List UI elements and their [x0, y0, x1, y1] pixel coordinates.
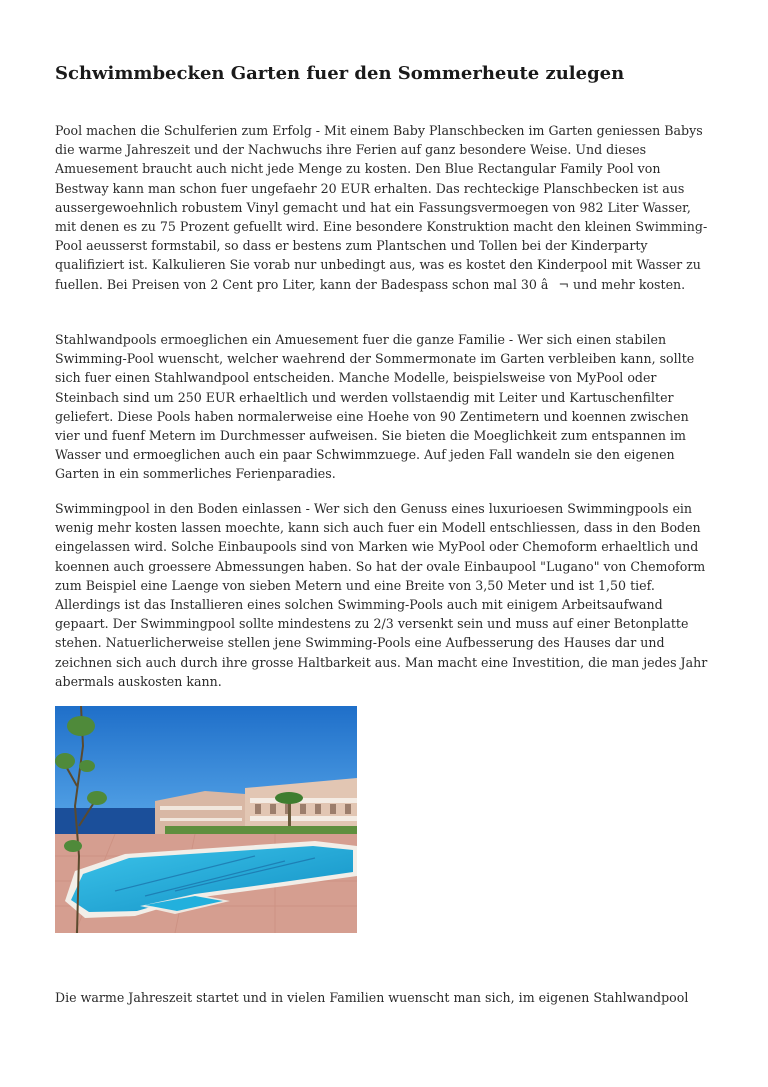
- paragraph-closing: Die warme Jahreszeit startet und in vielen Familien wuenscht man sich, im eigenen Stahlwandpool: [55, 990, 689, 1005]
- document-title: Schwimmbecken Garten fuer den Sommerheute zulegen: [55, 63, 625, 84]
- paragraph-baby-pools: Pool machen die Schulferien zum Erfolg - Mit einem Baby Planschbecken im Garten geniessen Babys die warme Jahreszeit und der Nachwuchs ihre Ferien auf ganz besondere Weise. Und dieses Amuesement braucht auch nicht jede Menge zu kosten. Den Blue Rectangular Family Pool von Bestway kann man schon fuer ungefaehr 20 EUR erhalten. Das rechteckige Planschbecken ist aus aussergewoehnlich robustem Vinyl gemacht und hat ein Fassungsvermoegen von 982 Liter Wasser, mit denen es zu 75 Prozent gefuellt wird. Eine besondere Konstruktion macht den kleinen Swimming-Pool aeusserst formstabil, so dass er bestens zum Plantschen und Tollen bei der Kinderparty qualifiziert ist. Kalkulieren Sie vorab nur unbedingt aus, was es kostet den Kinderpool mit Wasser zu fuellen. Bei Preisen von 2 Cent pro Liter, kann der Badespass schon mal 30 â¬ und mehr kosten.: [55, 123, 708, 292]
- paragraph-steel-wall-pools: Stahlwandpools ermoeglichen ein Amuesement fuer die ganze Familie - Wer sich einen stabilen Swimming-Pool wuenscht, welcher waehrend der Sommermonate im Garten verbleiben kann, sollte sich fuer einen Stahlwandpool entscheiden. Manche Modelle, beispielsweise von MyPool oder Steinbach sind um 250 EUR erhaeltlich und werden vollstaendig mit Leiter und Kartuschenfilter geliefert. Diese Pools haben normalerweise eine Hoehe von 90 Zentimetern und koennen zwischen vier und fuenf Metern im Durchmesser aufweisen. Sie bieten die Moeglichkeit zum entspannen im Wasser und ermoeglichen auch ein paar Schwimmzuege. Auf jeden Fall wandeln sie den eigenen Garten in ein sommerliches Ferienparadies.: [55, 332, 695, 482]
- pool-photo: [55, 706, 357, 933]
- paragraph-in-ground-pools: Swimmingpool in den Boden einlassen - Wer sich den Genuss eines luxurioesen Swimmingpools ein wenig mehr kosten lassen moechte, kann sich auch fuer ein Modell entschliessen, dass in den Boden eingelassen wird. Solche Einbaupools sind von Marken wie MyPool oder Chemoform erhaeltlich und koennen auch groessere Abmessungen haben. So hat der ovale Einbaupool "Lugano" von Chemoform zum Beispiel eine Laenge von sieben Metern und eine Breite von 3,50 Meter und ist 1,50 tief. Allerdings ist das Installieren eines solchen Swimming-Pools auch mit einigem Arbeitsaufwand gepaart. Der Swimmingpool sollte mindestens zu 2/3 versenkt sein und muss auf einer Betonplatte stehen. Natuerlicherweise stellen jene Swimming-Pools eine Aufbesserung des Hauses dar und zeichnen sich auch durch ihre grosse Haltbarkeit aus. Man macht eine Investition, die man jedes Jahr abermals auskosten kann.: [55, 501, 708, 689]
